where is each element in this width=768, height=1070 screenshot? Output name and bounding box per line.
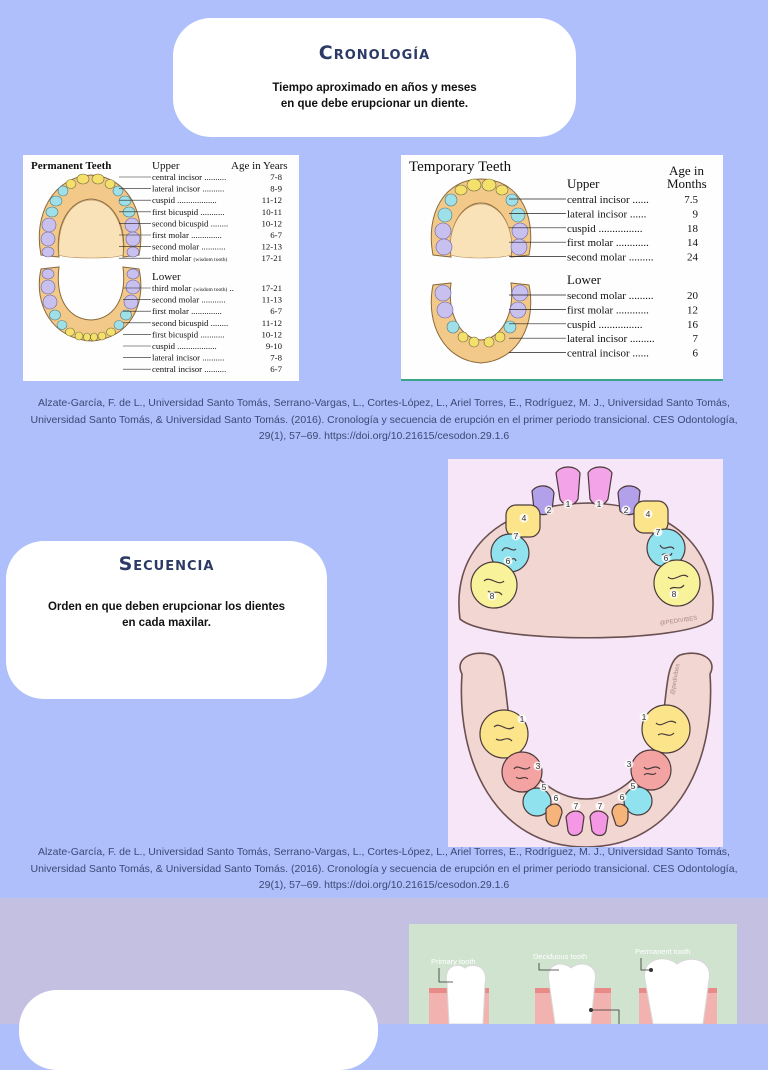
lower-tooth-number-6: 6 <box>553 793 559 803</box>
perm-lower-age-7: 6-7 <box>270 364 282 375</box>
perm-upper-row-6: second molar ........... <box>152 241 226 252</box>
upper-tooth-number-1: 1 <box>596 499 602 509</box>
temp-upper-age-4: 24 <box>687 251 698 264</box>
temp-lower-age-0: 20 <box>687 290 698 302</box>
tooth-types-card <box>19 990 378 1070</box>
cronologia-description: Tiempo aproximado en años y meses en que debe erupcionar un diente. <box>272 82 477 110</box>
upper-tooth-number-6: 7 <box>513 531 519 541</box>
upper-tooth-number-10: 8 <box>489 591 495 601</box>
permanent-upper-label: Upper <box>152 160 180 172</box>
perm-lower-row-2: first molar .............. <box>152 306 222 317</box>
lower-tooth-number-1: 1 <box>641 712 647 722</box>
tooth-types-illustration <box>409 924 737 1024</box>
temporary-upper-arch <box>431 179 531 258</box>
temp-lower-row-1: first molar ............ <box>567 304 649 317</box>
perm-lower-row-4: first bicuspid ........... <box>152 329 225 340</box>
temp-upper-row-2: cuspid ................ <box>567 222 643 235</box>
lower-tooth-number-0: 1 <box>519 714 525 724</box>
lower-tooth-number-8: 7 <box>573 801 579 811</box>
permanent-tooth-label: Permanent tooth <box>635 947 691 956</box>
upper-tooth-number-9: 6 <box>663 553 669 563</box>
upper-tooth-number-0: 1 <box>565 499 571 509</box>
upper-tooth-number-2: 2 <box>546 505 552 515</box>
temporary-age-header-1: Age in <box>669 163 705 178</box>
perm-lower-row-7: central incisor .......... <box>152 364 227 375</box>
perm-upper-age-6: 12-13 <box>261 241 282 252</box>
lower-tooth-number-3: 3 <box>626 759 632 769</box>
temp-lower-age-2: 16 <box>687 318 698 331</box>
perm-upper-row-1: lateral incisor .......... <box>152 183 225 194</box>
temp-lower-row-3: lateral incisor ......... <box>567 333 655 346</box>
permanent-tooth-shape <box>645 959 710 1024</box>
lower-tooth-number-7: 6 <box>619 792 625 802</box>
upper-tooth-number-5: 4 <box>645 509 651 519</box>
perm-upper-row-5: first molar .............. <box>152 230 222 240</box>
temporary-chart-title: Temporary Teeth <box>409 159 512 175</box>
permanent-age-header: Age in Years <box>231 160 288 172</box>
perm-upper-age-7: 17-21 <box>261 253 282 264</box>
temp-upper-age-1: 9 <box>692 208 698 221</box>
permanent-chart-title: Permanent Teeth <box>31 160 112 172</box>
temp-upper-row-1: lateral incisor ...... <box>567 208 647 221</box>
upper-tooth-number-11: 8 <box>671 589 677 599</box>
temp-lower-row-0: second molar ......... <box>567 290 654 302</box>
upper-tooth-number-7: 7 <box>655 527 661 537</box>
permanent-upper-arch <box>39 174 141 258</box>
perm-lower-row-0: third molar (wisdom tooth) .. <box>152 283 234 293</box>
secuencia-card <box>6 541 327 699</box>
temp-lower-row-2: cuspid ................ <box>567 318 643 331</box>
temporary-lower-label: Lower <box>567 272 601 287</box>
permanent-teeth-chart <box>23 155 299 381</box>
perm-lower-age-2: 6-7 <box>270 306 282 317</box>
temp-lower-age-4: 6 <box>692 347 698 360</box>
perm-lower-row-1: second molar ........... <box>152 294 226 305</box>
perm-lower-age-1: 11-13 <box>261 294 282 305</box>
secuencia-description: Orden en que deben erupcionar los dientes en cada maxilar. <box>47 601 286 629</box>
perm-lower-row-3: second bicuspid ........ <box>152 317 229 328</box>
perm-lower-age-5: 9-10 <box>265 341 282 351</box>
temp-upper-row-3: first molar ............ <box>567 237 649 250</box>
cronologia-card <box>173 18 576 137</box>
perm-upper-age-4: 10-12 <box>261 218 282 229</box>
temp-lower-age-1: 12 <box>687 304 698 317</box>
perm-lower-row-6: lateral incisor .......... <box>152 352 225 363</box>
temporary-upper-label: Upper <box>567 176 600 191</box>
citation-secuencia: Alzate-García, F. de L., Universidad Santo Tomás, Serrano-Vargas, L., Cortes-López, L., Ariel Torres, E., Rodríguez, M. J., Universidad Santo Tomás, Universidad Santo Tomás, & Universidad Santo Tomás. (2016). Cronología y secuencia de erupción en el primer periodo transicional. CES Odontología, 29(1), 57–69. https://doi.org/10.21615/cesodon.29.1.6 <box>30 846 738 891</box>
primary-tooth-shape <box>446 965 485 1024</box>
perm-upper-age-2: 11-12 <box>261 195 282 206</box>
temp-upper-age-3: 14 <box>687 237 698 250</box>
perm-upper-row-0: central incisor .......... <box>152 172 227 182</box>
cronologia-title: Cronología <box>318 42 431 64</box>
perm-upper-age-3: 10-11 <box>261 206 282 217</box>
perm-lower-age-3: 11-12 <box>261 317 282 328</box>
perm-lower-age-4: 10-12 <box>261 329 282 340</box>
upper-tooth-number-3: 2 <box>623 505 629 515</box>
eruption-sequence-diagram <box>448 459 723 847</box>
temp-upper-age-2: 18 <box>687 222 698 235</box>
perm-upper-age-0: 7-8 <box>270 172 282 182</box>
perm-upper-age-5: 6-7 <box>270 230 282 240</box>
temporary-age-header-2: Months <box>667 176 707 191</box>
perm-lower-row-5: cuspid .................. <box>152 341 217 351</box>
temp-lower-row-4: central incisor ...... <box>567 347 649 360</box>
perm-upper-row-3: first bicuspid ........... <box>152 206 225 217</box>
perm-lower-age-0: 17-21 <box>261 283 282 293</box>
deciduous-tooth-shape <box>548 964 595 1024</box>
upper-watermark: @PEDIVIBES <box>659 615 698 627</box>
citation-cronologia: Alzate-García, F. de L., Universidad Santo Tomás, Serrano-Vargas, L., Cortes-López, L., Ariel Torres, E., Rodríguez, M. J., Universidad Santo Tomás, Universidad Santo Tomás, & Universidad Santo Tomás. (2016). Cronología y secuencia de erupción en el primer periodo transicional. CES Odontología, 29(1), 57–69. https://doi.org/10.21615/cesodon.29.1.6 <box>30 397 738 442</box>
lower-watermark: @pedivibes <box>670 663 682 696</box>
temp-lower-age-3: 7 <box>692 333 698 346</box>
temporary-teeth-chart <box>401 155 723 381</box>
secuencia-title: Secuencia <box>118 553 215 575</box>
perm-upper-row-7: third molar (wisdom tooth) <box>152 253 228 264</box>
permanent-lower-label: Lower <box>152 271 181 283</box>
temp-upper-age-0: 7.5 <box>684 194 698 206</box>
lower-tooth-number-5: 5 <box>630 781 636 791</box>
temp-upper-row-0: central incisor ...... <box>567 194 649 206</box>
deciduous-tooth-label: Deciduous tooth <box>533 952 588 961</box>
upper-tooth-number-4: 4 <box>521 513 527 523</box>
temp-upper-row-4: second molar ......... <box>567 251 654 264</box>
perm-upper-row-4: second bicuspid ........ <box>152 218 229 229</box>
perm-lower-age-6: 7-8 <box>270 352 282 363</box>
upper-tooth-number-8: 6 <box>505 556 511 566</box>
lower-tooth-number-2: 3 <box>535 761 541 771</box>
lower-tooth-number-4: 5 <box>541 782 547 792</box>
primary-tooth-label: Primary tooth <box>431 957 476 966</box>
perm-upper-age-1: 8-9 <box>270 183 282 194</box>
lower-tooth-number-9: 7 <box>597 801 603 811</box>
permanent-lower-arch <box>39 267 141 341</box>
perm-upper-row-2: cuspid .................. <box>152 195 217 206</box>
